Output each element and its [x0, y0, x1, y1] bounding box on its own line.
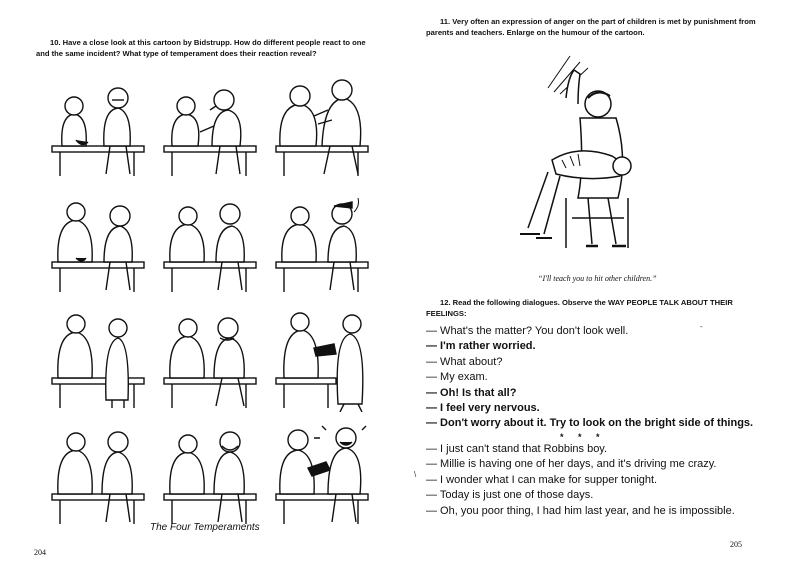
cartoon-panel: [270, 308, 374, 412]
page-number-right: 205: [730, 540, 742, 549]
dialogue-line: — What's the matter? You don't look well.: [426, 325, 629, 337]
dialogue-two: [426, 442, 776, 519]
dialogue-line: — Today is just one of those days.: [426, 489, 594, 502]
section-separator: * * *: [560, 432, 606, 442]
cartoon-panel: [270, 192, 374, 296]
cartoon-panel: [158, 76, 262, 180]
cartoon-caption: The Four Temperaments: [150, 522, 260, 533]
cartoon-panel: [46, 192, 150, 296]
exercise-12-instruction: 12. Read the following dialogues. Observe the WAY PEOPLE TALK ABOUT THEIR FEELINGS:: [426, 298, 733, 318]
stray-mark: -: [700, 322, 703, 331]
cartoon-panel: [46, 424, 150, 528]
spanking-cartoon: [508, 48, 668, 258]
dialogue-line: — Don't worry about it. Try to look on the bright side of things.: [426, 417, 754, 430]
cartoon-panel: [158, 308, 262, 412]
exercise-10-instruction: 10. Have a close look at this cartoon by Bidstrupp. How do different people react to one and the same incident? What type of temperament does their reaction reveal?: [36, 38, 366, 58]
dialogue-line: — I'm rather worried.: [426, 340, 536, 353]
dialogue-one: [426, 324, 776, 432]
dialogue-line: — Millie is having one of her days, and it's driving me crazy.: [426, 458, 717, 471]
cartoon-panel: [46, 308, 150, 412]
dialogue-line: — Oh, you poor thing, I had him last year, and he is impossible.: [426, 504, 735, 517]
cartoon-panel: [270, 424, 374, 528]
stray-mark: \: [414, 470, 417, 479]
cartoon-panel: [158, 192, 262, 296]
dialogue-line: — I just can't stand that Robbins boy.: [426, 443, 608, 455]
cartoon-panel: [158, 424, 262, 528]
cartoon-panel: [46, 76, 150, 180]
spanking-cartoon-caption: “I'll teach you to hit other children.”: [538, 274, 657, 283]
page-number-left: 204: [34, 548, 46, 557]
dialogue-line: — I feel very nervous.: [426, 402, 540, 415]
exercise-11-instruction: 11. Very often an expression of anger on the part of children is met by punishment from parents and teachers. Enlarge on the humour of the cartoon.: [426, 17, 756, 37]
dialogue-line: — I wonder what I can make for supper tonight.: [426, 473, 658, 486]
dialogue-line: — Oh! Is that all?: [426, 386, 517, 399]
dialogue-line: — My exam.: [426, 371, 488, 384]
cartoon-panel: [270, 76, 374, 180]
four-temperaments-cartoon: [46, 76, 376, 528]
dialogue-line: — What about?: [426, 355, 503, 368]
